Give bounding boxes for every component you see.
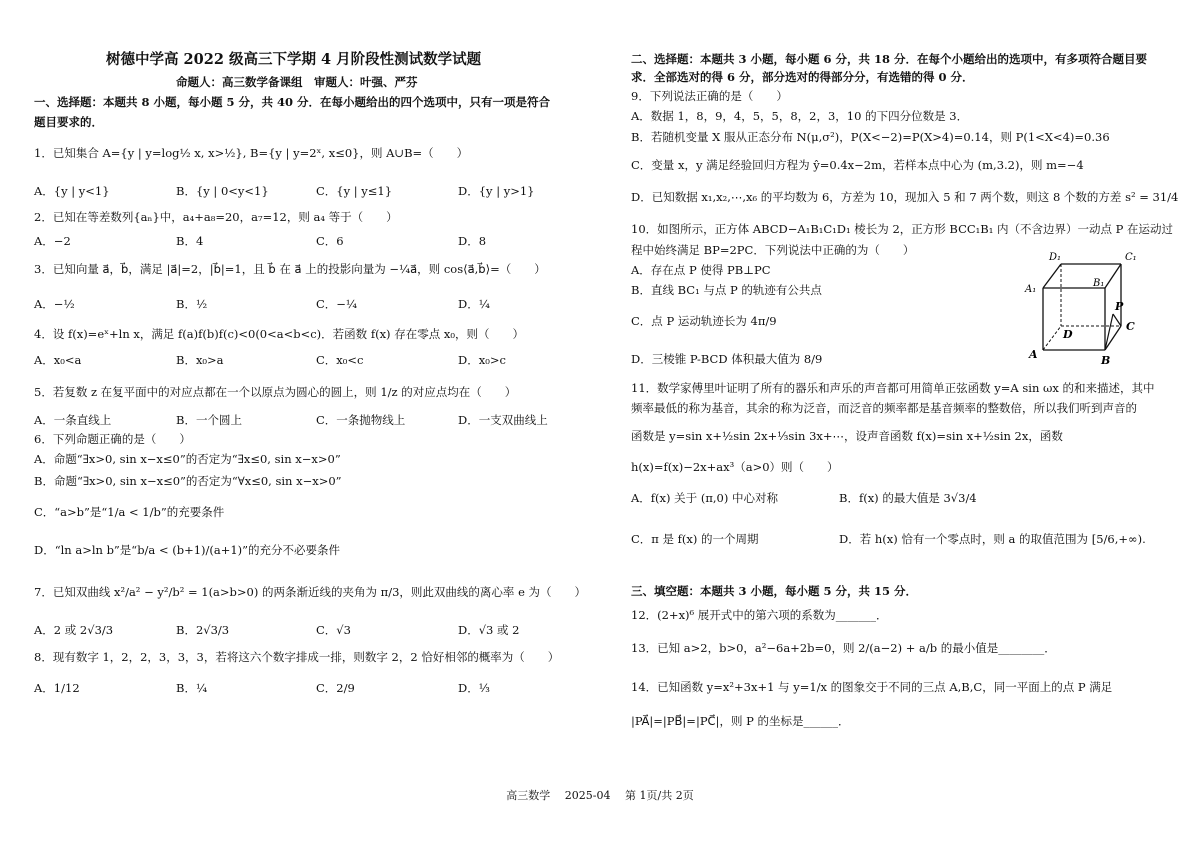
- q9-option-b: B．若随机变量 X 服从正态分布 N(μ,σ²)，P(X<−2)=P(X>4)=0.14，则 P(1<X<4)=0.36: [631, 130, 1110, 144]
- q5-option-d: D．一支双曲线上: [458, 413, 548, 427]
- section3-heading: 三、填空题：本题共 3 小题，每小题 5 分，共 15 分．: [631, 584, 918, 598]
- section2-heading-2: 求．全部选对的得 6 分，部分选对的得部分分，有选错的得 0 分．: [631, 70, 974, 84]
- q7-option-d: D．√3 或 2: [458, 623, 520, 637]
- q4-option-a: A．x₀<a: [34, 353, 82, 367]
- q11-stem-2: 频率最低的称为基音，其余的称为泛音，而泛音的频率都是基音频率的整数倍，所以我们听到声音的: [631, 401, 1137, 415]
- label-c: C: [1126, 320, 1135, 333]
- q9-option-d: D．已知数据 x₁,x₂,⋯,x₆ 的平均数为 6，方差为 10，现加入 5 和 7 两个数，则这 8 个数的方差 s² = 31/4: [631, 190, 1179, 204]
- q11-stem-4: h(x)=f(x)−2x+ax³（a>0）则（ ）: [631, 460, 839, 474]
- section2-heading-1: 二、选择题：本题共 3 小题，每小题 6 分，共 18 分．在每个小题给出的选项中，有多项符合题目要: [631, 52, 1148, 66]
- q5-option-a: A．一条直线上: [34, 413, 112, 427]
- q5-option-c: C．一条抛物线上: [316, 413, 406, 427]
- q10-stem-1: 10．如图所示，正方体 ABCD−A₁B₁C₁D₁ 棱长为 2，正方形 BCC₁B₁ 内（不含边界）一动点 P 在运动过: [631, 222, 1174, 236]
- q11-stem-1: 11．数学家傅里叶证明了所有的器乐和声乐的声音都可用简单正弦函数 y=A sin ωx 的和来描述，其中: [631, 381, 1155, 395]
- q14-stem-1: 14．已知函数 y=x²+3x+1 与 y=1/x 的图象交于不同的三点 A,B,C，同一平面上的点 P 满足: [631, 680, 1113, 694]
- label-d1: D₁: [1049, 252, 1062, 263]
- label-a: A: [1029, 348, 1038, 361]
- q10-option-a: A．存在点 P 使得 PB⊥PC: [631, 263, 771, 277]
- q7-option-c: C．√3: [316, 623, 351, 637]
- q11-option-c: C．π 是 f(x) 的一个周期: [631, 532, 759, 546]
- q6-option-c: C．“a>b”是“1/a < 1/b”的充要条件: [34, 505, 225, 519]
- label-b: B: [1101, 354, 1111, 367]
- q2-option-d: D．8: [458, 234, 487, 248]
- page-title: 树德中学高 2022 级高三下学期 4 月阶段性测试数学试题: [106, 51, 482, 68]
- q6-option-a: A．命题“∃x>0, sin x−x≤0”的否定为“∃x≤0, sin x−x>0”: [34, 452, 341, 466]
- q11-option-a: A．f(x) 关于 (π,0) 中心对称: [631, 491, 778, 505]
- q13-stem: 13．已知 a>2，b>0，a²−6a+2b=0，则 2/(a−2) + a/b 的最小值是________．: [631, 641, 1056, 655]
- q12-stem: 12．(2+x)⁶ 展开式中的第六项的系数为_______．: [631, 608, 888, 622]
- q2-stem: 2．已知在等差数列{aₙ}中，a₄+a₈=20，a₇=12，则 a₄ 等于（ ）: [34, 210, 398, 224]
- q1-option-a: A．{y | y<1}: [34, 184, 110, 198]
- page-footer: 高三数学 2025-04 第 1页/共 2页: [506, 789, 694, 802]
- q1-option-d: D．{y | y>1}: [458, 184, 535, 198]
- q3-stem: 3．已知向量 a⃗，b⃗，满足 |a⃗|=2，|b⃗|=1，且 b⃗ 在 a⃗ 上的投影向量为 −¼a⃗，则 cos⟨a⃗,b⃗⟩=（ ）: [34, 262, 546, 276]
- label-c1: C₁: [1125, 252, 1137, 263]
- q3-option-a: A．−½: [34, 297, 75, 311]
- q9-option-c: C．变量 x，y 满足经验回归方程为 ŷ=0.4x−2m，若样本点中心为 (m,3.2)，则 m=−4: [631, 158, 1084, 172]
- q11-option-b: B．f(x) 的最大值是 3√3/4: [839, 491, 977, 505]
- q7-option-b: B．2√3/3: [176, 623, 230, 637]
- edge-a1-d1: [1043, 264, 1061, 288]
- q2-option-b: B．4: [176, 234, 204, 248]
- q4-option-d: D．x₀>c: [458, 353, 506, 367]
- cube-figure: [1015, 250, 1145, 370]
- q5-stem: 5．若复数 z 在复平面中的对应点都在一个以原点为圆心的圆上，则 1/z 的对应点均在（ ）: [34, 385, 517, 399]
- authors-line: 命题人：高三数学备课组 审题人：叶强、严芬: [176, 75, 418, 89]
- q3-option-d: D．¼: [458, 297, 490, 311]
- q8-option-b: B．¼: [176, 681, 208, 695]
- q8-option-c: C．2/9: [316, 681, 355, 695]
- q3-option-c: C．−¼: [316, 297, 358, 311]
- label-d: D: [1063, 328, 1073, 341]
- label-a1: A₁: [1025, 284, 1037, 295]
- q10-stem-2: 程中始终满足 BP=2PC．下列说法中正确的为（ ）: [631, 243, 915, 257]
- q1-stem: 1．已知集合 A={y | y=log½ x, x>½}, B={y | y=2ˣ, x≤0}，则 A∪B=（ ）: [34, 146, 469, 160]
- section1-heading-2: 题目要求的．: [34, 115, 103, 129]
- q7-option-a: A．2 或 2√3/3: [34, 623, 114, 637]
- q10-option-d: D．三棱锥 P-BCD 体积最大值为 8/9: [631, 352, 823, 366]
- edge-b1-c1: [1105, 264, 1121, 288]
- q14-stem-2: |PA⃗|=|PB⃗|=|PC⃗|，则 P 的坐标是______．: [631, 714, 850, 728]
- q5-option-b: B．一个圆上: [176, 413, 242, 427]
- q4-option-c: C．x₀<c: [316, 353, 364, 367]
- label-b1: B₁: [1093, 278, 1105, 289]
- q6-option-d: D．“ln a>ln b”是“b/a < (b+1)/(a+1)”的充分不必要条件: [34, 543, 341, 557]
- segment-pc: [1113, 314, 1121, 326]
- q7-stem: 7．已知双曲线 x²/a² − y²/b² = 1(a>b>0) 的两条渐近线的夹角为 π/3，则此双曲线的离心率 e 为（ ）: [34, 585, 587, 599]
- q8-option-d: D．⅓: [458, 681, 490, 695]
- q1-option-c: C．{y | y≤1}: [316, 184, 393, 198]
- label-p: P: [1115, 300, 1124, 313]
- q8-option-a: A．1/12: [34, 681, 80, 695]
- q9-option-a: A．数据 1，8，9，4，5，5，8，2，3，10 的下四分位数是 3．: [631, 109, 969, 123]
- q3-option-b: B．½: [176, 297, 208, 311]
- section1-heading-1: 一、选择题：本题共 8 小题，每小题 5 分，共 40 分．在每小题给出的四个选项中，只有一项是符合: [34, 95, 551, 109]
- q8-stem: 8．现有数字 1，2，2，3，3，3，若将这六个数字排成一排，则数字 2，2 恰好相邻的概率为（ ）: [34, 650, 560, 664]
- q1-option-b: B．{y | 0<y<1}: [176, 184, 269, 198]
- q4-option-b: B．x₀>a: [176, 353, 224, 367]
- q10-option-b: B．直线 BC₁ 与点 P 的轨迹有公共点: [631, 283, 822, 297]
- q2-option-a: A．−2: [34, 234, 71, 248]
- q6-stem: 6．下列命题正确的是（ ）: [34, 432, 191, 446]
- edge-a-d: [1043, 326, 1061, 350]
- q11-stem-3: 函数是 y=sin x+½sin 2x+⅓sin 3x+⋯，设声音函数 f(x)=sin x+½sin 2x，函数: [631, 429, 1063, 443]
- q6-option-b: B．命题“∃x>0, sin x−x≤0”的否定为“∀x≤0, sin x−x>0”: [34, 474, 342, 488]
- q9-stem: 9．下列说法正确的是（ ）: [631, 89, 788, 103]
- q4-stem: 4．设 f(x)=eˣ+ln x，满足 f(a)f(b)f(c)<0(0<a<b<c)．若函数 f(x) 存在零点 x₀，则（ ）: [34, 327, 524, 341]
- q10-option-c: C．点 P 运动轨迹长为 4π/9: [631, 314, 777, 328]
- q11-option-d: D．若 h(x) 恰有一个零点时，则 a 的取值范围为 [5/6,+∞).: [839, 532, 1146, 546]
- q2-option-c: C．6: [316, 234, 344, 248]
